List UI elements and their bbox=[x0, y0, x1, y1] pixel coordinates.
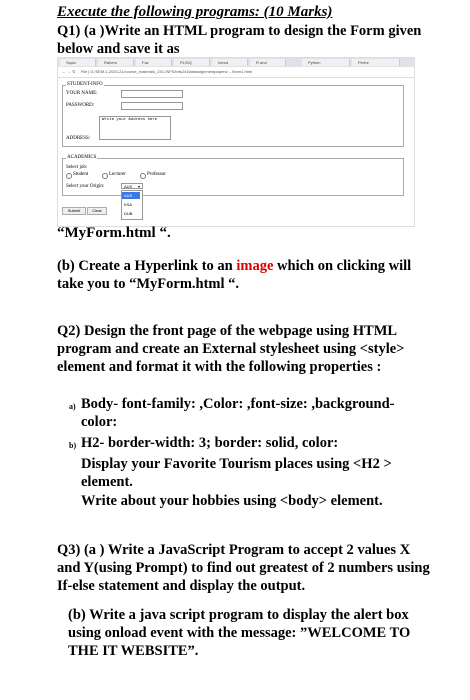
radio-professor[interactable] bbox=[140, 173, 146, 179]
clear-button[interactable]: Clear bbox=[87, 207, 107, 215]
address-textarea[interactable]: Write your Address here bbox=[99, 116, 171, 140]
browser-tab[interactable]: R and bbox=[250, 59, 286, 66]
q2-b-line2: Display your Favorite Tourism places using <H2 > bbox=[81, 456, 392, 472]
your-name-label: YOUR NAME: bbox=[66, 91, 98, 96]
select-origin-label: Select your Origin: bbox=[66, 184, 105, 189]
q3-b-line3: THE IT WEBSITE”. bbox=[68, 643, 199, 659]
q1-filename: “MyForm.html “. bbox=[57, 225, 171, 241]
q2-line2: program and create an External stylesheet using <style> bbox=[57, 341, 405, 357]
q3-b-line2: using onload event with the message: ”WELCOME TO bbox=[68, 625, 411, 641]
origin-option[interactable]: KSA bbox=[124, 202, 133, 207]
academics-legend: ACADEMICS bbox=[67, 155, 97, 160]
q2-b-marker: b) bbox=[69, 441, 77, 450]
q1-b-line1 bbox=[57, 257, 411, 275]
student-info-legend: STUDENT-INFO bbox=[67, 82, 103, 87]
q3-a-line1: Q3) (a ) Write a JavaScript Program to accept 2 values X bbox=[57, 542, 411, 558]
address-bar[interactable] bbox=[58, 67, 414, 78]
q2-line3: element and format it with the following properties : bbox=[57, 359, 382, 375]
password-label: PASSWORD: bbox=[66, 103, 95, 108]
origin-dropdown-list bbox=[121, 190, 143, 220]
radio-label-lecturer: Lecturer bbox=[109, 172, 126, 177]
browser-tab[interactable]: Introd bbox=[212, 59, 248, 66]
q3-b-line1: (b) Write a java script program to display the alert box bbox=[68, 607, 409, 623]
browser-tab[interactable]: Rahem bbox=[98, 59, 134, 66]
chevron-down-icon: ▾ bbox=[137, 184, 140, 189]
radio-label-professor: Professor bbox=[147, 172, 166, 177]
origin-option[interactable]: DUB bbox=[124, 211, 133, 216]
radio-label-student: Student bbox=[73, 172, 89, 177]
address-label: ADDRESS: bbox=[66, 136, 91, 141]
radio-student[interactable] bbox=[66, 173, 72, 179]
q2-b-line3: element. bbox=[81, 474, 133, 490]
password-input[interactable] bbox=[121, 102, 183, 110]
q2-a-line2: color: bbox=[81, 414, 118, 430]
browser-tab[interactable]: PL/SQ bbox=[174, 59, 210, 66]
academics-fieldset bbox=[62, 158, 404, 196]
assignment-heading: Execute the following programs: (10 Marks) bbox=[57, 4, 333, 20]
browser-tab[interactable]: Perfor bbox=[352, 59, 400, 66]
q2-b-line1: H2- border-width: 3; border: solid, color: bbox=[81, 435, 339, 451]
q2-a-marker: a) bbox=[69, 402, 76, 411]
q1-a-line1: Q1) (a )Write an HTML program to design the Form given bbox=[57, 23, 422, 39]
q1-b-image-word: image bbox=[236, 258, 274, 274]
q3-a-line2: and Y(using Prompt) to find out greatest of 2 numbers using bbox=[57, 560, 430, 576]
q2-b-line4: Write about your hobbies using <body> element. bbox=[81, 493, 383, 509]
q1-a-line2: below and save it as bbox=[57, 41, 180, 57]
browser-tab[interactable]: Python bbox=[302, 59, 350, 66]
q2-line1: Q2) Design the front page of the webpage using HTML bbox=[57, 323, 398, 339]
q2-a-line1: Body- font-family: ,Color: ,font-size: ,background- bbox=[81, 396, 395, 412]
name-input[interactable] bbox=[121, 90, 183, 98]
nav-arrows-icon[interactable]: ← → ↻ bbox=[62, 69, 76, 74]
q1-b-line2: take you to “MyForm.html “. bbox=[57, 276, 240, 292]
browser-tab[interactable]: Faz bbox=[136, 59, 172, 66]
address-url: File | D:/SEM-1,2020-21/course_materials_241-INFS/infs241labassignmentpapers/..../form1.html bbox=[80, 69, 253, 74]
radio-lecturer[interactable] bbox=[102, 173, 108, 179]
q3-a-line3: If-else statement and display the output. bbox=[57, 578, 306, 594]
submit-button[interactable]: Submit bbox=[62, 207, 86, 215]
browser-tab-strip bbox=[58, 58, 414, 67]
origin-select[interactable] bbox=[121, 183, 143, 189]
q1-b-text: (b) Create a Hyperlink to an bbox=[57, 258, 237, 274]
origin-selected-value: AUS bbox=[124, 184, 133, 189]
form-screenshot bbox=[57, 57, 415, 227]
q1-b-text: which on clicking will bbox=[273, 258, 412, 274]
browser-tab[interactable]: Squiz bbox=[60, 59, 96, 66]
select-job-label: Select job: bbox=[66, 165, 88, 170]
origin-option[interactable]: AUS bbox=[122, 192, 140, 199]
